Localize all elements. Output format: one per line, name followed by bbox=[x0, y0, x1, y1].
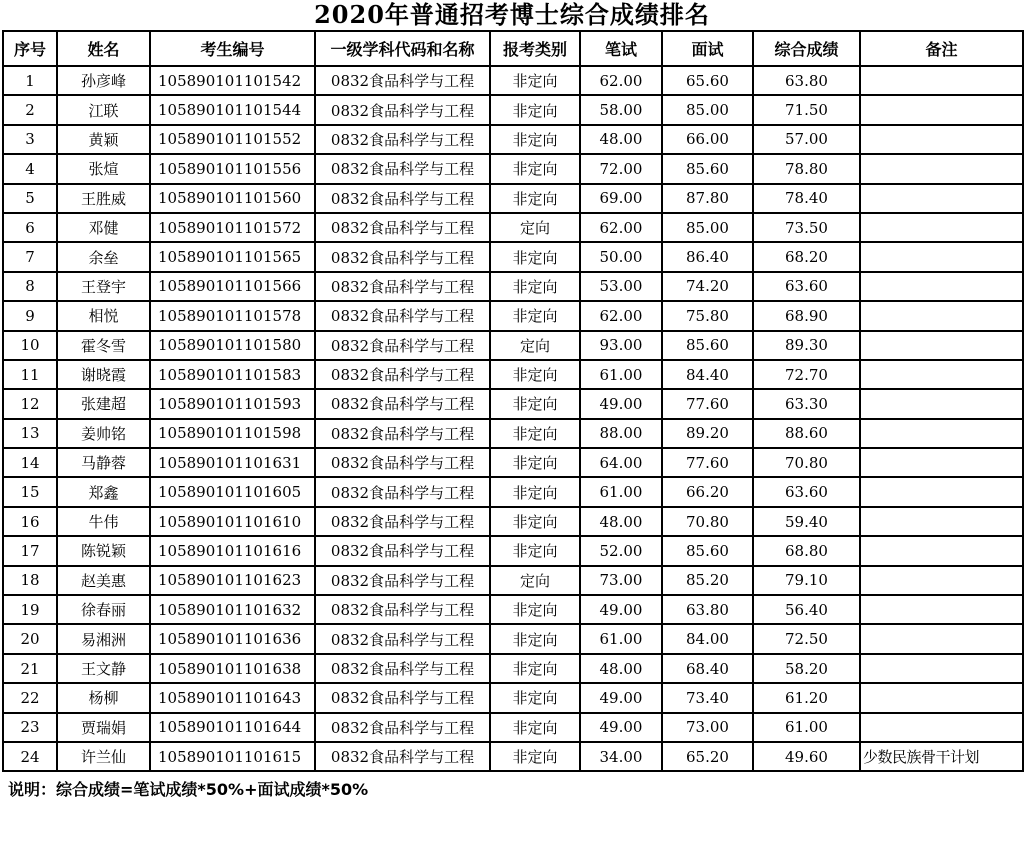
cell-rank: 23 bbox=[3, 713, 57, 742]
cell-category: 非定向 bbox=[490, 184, 580, 213]
table-row bbox=[3, 272, 1023, 301]
table-row bbox=[3, 683, 1023, 712]
cell-discipline: 0832食品科学与工程 bbox=[315, 742, 490, 771]
cell-composite: 78.40 bbox=[753, 184, 860, 213]
cell-composite: 58.20 bbox=[753, 654, 860, 683]
cell-written-test: 72.00 bbox=[580, 154, 662, 183]
col-header-candidate-id: 考生编号 bbox=[150, 31, 315, 66]
table-row bbox=[3, 595, 1023, 624]
cell-rank: 16 bbox=[3, 507, 57, 536]
cell-name: 马静蓉 bbox=[57, 448, 150, 477]
cell-remarks bbox=[860, 125, 1023, 154]
cell-candidate-id: 105890101101616 bbox=[150, 536, 315, 565]
cell-remarks bbox=[860, 713, 1023, 742]
col-header-interview: 面试 bbox=[662, 31, 753, 66]
cell-written-test: 93.00 bbox=[580, 331, 662, 360]
cell-interview: 73.40 bbox=[662, 683, 753, 712]
table-row bbox=[3, 624, 1023, 653]
cell-discipline: 0832食品科学与工程 bbox=[315, 624, 490, 653]
cell-discipline: 0832食品科学与工程 bbox=[315, 477, 490, 506]
table-body bbox=[3, 66, 1023, 771]
cell-category: 非定向 bbox=[490, 125, 580, 154]
cell-category: 非定向 bbox=[490, 66, 580, 95]
table-row bbox=[3, 213, 1023, 242]
cell-candidate-id: 105890101101580 bbox=[150, 331, 315, 360]
cell-discipline: 0832食品科学与工程 bbox=[315, 154, 490, 183]
cell-category: 非定向 bbox=[490, 242, 580, 271]
cell-candidate-id: 105890101101623 bbox=[150, 566, 315, 595]
cell-candidate-id: 105890101101638 bbox=[150, 654, 315, 683]
cell-written-test: 69.00 bbox=[580, 184, 662, 213]
cell-name: 贾瑞娟 bbox=[57, 713, 150, 742]
cell-composite: 63.60 bbox=[753, 272, 860, 301]
cell-name: 王胜威 bbox=[57, 184, 150, 213]
cell-rank: 6 bbox=[3, 213, 57, 242]
table-row bbox=[3, 125, 1023, 154]
cell-remarks bbox=[860, 683, 1023, 712]
cell-name: 江联 bbox=[57, 95, 150, 124]
cell-discipline: 0832食品科学与工程 bbox=[315, 507, 490, 536]
table-row bbox=[3, 242, 1023, 271]
cell-remarks bbox=[860, 331, 1023, 360]
cell-rank: 17 bbox=[3, 536, 57, 565]
cell-interview: 85.20 bbox=[662, 566, 753, 595]
cell-discipline: 0832食品科学与工程 bbox=[315, 272, 490, 301]
cell-name: 王文静 bbox=[57, 654, 150, 683]
cell-rank: 8 bbox=[3, 272, 57, 301]
cell-remarks bbox=[860, 184, 1023, 213]
cell-written-test: 61.00 bbox=[580, 360, 662, 389]
cell-written-test: 50.00 bbox=[580, 242, 662, 271]
cell-rank: 24 bbox=[3, 742, 57, 771]
cell-interview: 85.60 bbox=[662, 154, 753, 183]
cell-discipline: 0832食品科学与工程 bbox=[315, 213, 490, 242]
cell-category: 非定向 bbox=[490, 683, 580, 712]
cell-name: 黄颖 bbox=[57, 125, 150, 154]
table-row bbox=[3, 477, 1023, 506]
table-row bbox=[3, 66, 1023, 95]
cell-name: 相悦 bbox=[57, 301, 150, 330]
cell-composite: 89.30 bbox=[753, 331, 860, 360]
cell-interview: 74.20 bbox=[662, 272, 753, 301]
cell-written-test: 34.00 bbox=[580, 742, 662, 771]
cell-discipline: 0832食品科学与工程 bbox=[315, 419, 490, 448]
cell-remarks bbox=[860, 419, 1023, 448]
cell-composite: 56.40 bbox=[753, 595, 860, 624]
cell-written-test: 62.00 bbox=[580, 66, 662, 95]
cell-candidate-id: 105890101101632 bbox=[150, 595, 315, 624]
cell-name: 张建超 bbox=[57, 389, 150, 418]
cell-candidate-id: 105890101101556 bbox=[150, 154, 315, 183]
cell-candidate-id: 105890101101542 bbox=[150, 66, 315, 95]
cell-discipline: 0832食品科学与工程 bbox=[315, 95, 490, 124]
cell-composite: 61.00 bbox=[753, 713, 860, 742]
cell-discipline: 0832食品科学与工程 bbox=[315, 389, 490, 418]
cell-rank: 22 bbox=[3, 683, 57, 712]
cell-remarks bbox=[860, 624, 1023, 653]
cell-written-test: 64.00 bbox=[580, 448, 662, 477]
cell-candidate-id: 105890101101643 bbox=[150, 683, 315, 712]
cell-candidate-id: 105890101101560 bbox=[150, 184, 315, 213]
cell-composite: 88.60 bbox=[753, 419, 860, 448]
cell-category: 非定向 bbox=[490, 448, 580, 477]
table-row bbox=[3, 419, 1023, 448]
cell-candidate-id: 105890101101605 bbox=[150, 477, 315, 506]
cell-discipline: 0832食品科学与工程 bbox=[315, 595, 490, 624]
cell-interview: 85.60 bbox=[662, 536, 753, 565]
col-header-remarks: 备注 bbox=[860, 31, 1023, 66]
table-row bbox=[3, 301, 1023, 330]
cell-discipline: 0832食品科学与工程 bbox=[315, 125, 490, 154]
cell-candidate-id: 105890101101610 bbox=[150, 507, 315, 536]
table-row bbox=[3, 536, 1023, 565]
cell-composite: 68.90 bbox=[753, 301, 860, 330]
cell-rank: 4 bbox=[3, 154, 57, 183]
cell-composite: 57.00 bbox=[753, 125, 860, 154]
cell-written-test: 48.00 bbox=[580, 507, 662, 536]
cell-written-test: 61.00 bbox=[580, 477, 662, 506]
cell-interview: 85.00 bbox=[662, 213, 753, 242]
cell-written-test: 49.00 bbox=[580, 595, 662, 624]
cell-rank: 18 bbox=[3, 566, 57, 595]
cell-remarks bbox=[860, 389, 1023, 418]
cell-rank: 15 bbox=[3, 477, 57, 506]
cell-category: 非定向 bbox=[490, 419, 580, 448]
cell-name: 张煊 bbox=[57, 154, 150, 183]
cell-discipline: 0832食品科学与工程 bbox=[315, 184, 490, 213]
cell-name: 徐春丽 bbox=[57, 595, 150, 624]
cell-interview: 68.40 bbox=[662, 654, 753, 683]
cell-rank: 20 bbox=[3, 624, 57, 653]
col-header-composite: 综合成绩 bbox=[753, 31, 860, 66]
cell-interview: 65.20 bbox=[662, 742, 753, 771]
cell-remarks bbox=[860, 95, 1023, 124]
cell-category: 定向 bbox=[490, 331, 580, 360]
cell-remarks bbox=[860, 654, 1023, 683]
cell-written-test: 48.00 bbox=[580, 654, 662, 683]
cell-discipline: 0832食品科学与工程 bbox=[315, 301, 490, 330]
cell-written-test: 48.00 bbox=[580, 125, 662, 154]
cell-candidate-id: 105890101101578 bbox=[150, 301, 315, 330]
cell-remarks bbox=[860, 595, 1023, 624]
cell-name: 牛伟 bbox=[57, 507, 150, 536]
cell-name: 郑鑫 bbox=[57, 477, 150, 506]
cell-composite: 59.40 bbox=[753, 507, 860, 536]
cell-written-test: 49.00 bbox=[580, 683, 662, 712]
cell-composite: 63.80 bbox=[753, 66, 860, 95]
cell-candidate-id: 105890101101552 bbox=[150, 125, 315, 154]
cell-discipline: 0832食品科学与工程 bbox=[315, 242, 490, 271]
cell-rank: 21 bbox=[3, 654, 57, 683]
cell-category: 非定向 bbox=[490, 654, 580, 683]
cell-composite: 61.20 bbox=[753, 683, 860, 712]
cell-interview: 66.00 bbox=[662, 125, 753, 154]
cell-name: 易湘洲 bbox=[57, 624, 150, 653]
col-header-written-test: 笔试 bbox=[580, 31, 662, 66]
cell-candidate-id: 105890101101631 bbox=[150, 448, 315, 477]
cell-category: 非定向 bbox=[490, 477, 580, 506]
cell-written-test: 49.00 bbox=[580, 389, 662, 418]
cell-interview: 86.40 bbox=[662, 242, 753, 271]
col-header-discipline: 一级学科代码和名称 bbox=[315, 31, 490, 66]
table-row bbox=[3, 507, 1023, 536]
table-row bbox=[3, 654, 1023, 683]
cell-category: 非定向 bbox=[490, 536, 580, 565]
cell-written-test: 62.00 bbox=[580, 213, 662, 242]
cell-name: 杨柳 bbox=[57, 683, 150, 712]
cell-interview: 66.20 bbox=[662, 477, 753, 506]
cell-composite: 71.50 bbox=[753, 95, 860, 124]
table-row bbox=[3, 566, 1023, 595]
cell-composite: 72.50 bbox=[753, 624, 860, 653]
cell-candidate-id: 105890101101583 bbox=[150, 360, 315, 389]
cell-category: 非定向 bbox=[490, 389, 580, 418]
cell-interview: 75.80 bbox=[662, 301, 753, 330]
table-row bbox=[3, 95, 1023, 124]
cell-category: 非定向 bbox=[490, 154, 580, 183]
cell-composite: 78.80 bbox=[753, 154, 860, 183]
cell-category: 定向 bbox=[490, 566, 580, 595]
col-header-rank: 序号 bbox=[3, 31, 57, 66]
cell-discipline: 0832食品科学与工程 bbox=[315, 360, 490, 389]
cell-category: 非定向 bbox=[490, 272, 580, 301]
cell-name: 陈锐颖 bbox=[57, 536, 150, 565]
table-row bbox=[3, 742, 1023, 771]
cell-remarks bbox=[860, 477, 1023, 506]
cell-remarks bbox=[860, 213, 1023, 242]
cell-name: 王登宇 bbox=[57, 272, 150, 301]
table-row bbox=[3, 184, 1023, 213]
cell-composite: 70.80 bbox=[753, 448, 860, 477]
cell-discipline: 0832食品科学与工程 bbox=[315, 713, 490, 742]
cell-interview: 87.80 bbox=[662, 184, 753, 213]
cell-remarks bbox=[860, 566, 1023, 595]
cell-name: 霍冬雪 bbox=[57, 331, 150, 360]
col-header-category: 报考类别 bbox=[490, 31, 580, 66]
cell-rank: 5 bbox=[3, 184, 57, 213]
cell-discipline: 0832食品科学与工程 bbox=[315, 683, 490, 712]
cell-discipline: 0832食品科学与工程 bbox=[315, 536, 490, 565]
col-header-name: 姓名 bbox=[57, 31, 150, 66]
cell-remarks bbox=[860, 66, 1023, 95]
cell-remarks bbox=[860, 507, 1023, 536]
cell-category: 定向 bbox=[490, 213, 580, 242]
formula-note: 说明：综合成绩=笔试成绩*50%+面试成绩*50% bbox=[8, 780, 369, 800]
cell-candidate-id: 105890101101566 bbox=[150, 272, 315, 301]
cell-remarks bbox=[860, 301, 1023, 330]
cell-composite: 68.20 bbox=[753, 242, 860, 271]
table-row bbox=[3, 448, 1023, 477]
cell-composite: 49.60 bbox=[753, 742, 860, 771]
cell-interview: 70.80 bbox=[662, 507, 753, 536]
cell-candidate-id: 105890101101636 bbox=[150, 624, 315, 653]
cell-candidate-id: 105890101101598 bbox=[150, 419, 315, 448]
cell-written-test: 61.00 bbox=[580, 624, 662, 653]
cell-composite: 63.30 bbox=[753, 389, 860, 418]
cell-candidate-id: 105890101101572 bbox=[150, 213, 315, 242]
cell-discipline: 0832食品科学与工程 bbox=[315, 448, 490, 477]
table-header-row bbox=[3, 31, 1023, 66]
cell-candidate-id: 105890101101615 bbox=[150, 742, 315, 771]
cell-category: 非定向 bbox=[490, 713, 580, 742]
cell-rank: 9 bbox=[3, 301, 57, 330]
score-table bbox=[2, 30, 1024, 772]
cell-candidate-id: 105890101101593 bbox=[150, 389, 315, 418]
cell-category: 非定向 bbox=[490, 95, 580, 124]
cell-rank: 3 bbox=[3, 125, 57, 154]
cell-name: 姜帅铭 bbox=[57, 419, 150, 448]
cell-rank: 14 bbox=[3, 448, 57, 477]
cell-discipline: 0832食品科学与工程 bbox=[315, 66, 490, 95]
cell-remarks: 少数民族骨干计划 bbox=[860, 742, 1023, 771]
cell-interview: 85.60 bbox=[662, 331, 753, 360]
cell-category: 非定向 bbox=[490, 595, 580, 624]
cell-remarks bbox=[860, 242, 1023, 271]
cell-name: 余垒 bbox=[57, 242, 150, 271]
cell-interview: 65.60 bbox=[662, 66, 753, 95]
cell-candidate-id: 105890101101565 bbox=[150, 242, 315, 271]
cell-interview: 73.00 bbox=[662, 713, 753, 742]
cell-remarks bbox=[860, 360, 1023, 389]
cell-composite: 79.10 bbox=[753, 566, 860, 595]
cell-interview: 85.00 bbox=[662, 95, 753, 124]
cell-candidate-id: 105890101101644 bbox=[150, 713, 315, 742]
cell-written-test: 58.00 bbox=[580, 95, 662, 124]
cell-composite: 68.80 bbox=[753, 536, 860, 565]
cell-remarks bbox=[860, 272, 1023, 301]
cell-interview: 84.40 bbox=[662, 360, 753, 389]
cell-category: 非定向 bbox=[490, 301, 580, 330]
cell-written-test: 49.00 bbox=[580, 713, 662, 742]
cell-rank: 1 bbox=[3, 66, 57, 95]
cell-interview: 84.00 bbox=[662, 624, 753, 653]
cell-written-test: 53.00 bbox=[580, 272, 662, 301]
cell-rank: 10 bbox=[3, 331, 57, 360]
table-row bbox=[3, 331, 1023, 360]
cell-discipline: 0832食品科学与工程 bbox=[315, 331, 490, 360]
table-row bbox=[3, 360, 1023, 389]
cell-rank: 7 bbox=[3, 242, 57, 271]
cell-category: 非定向 bbox=[490, 624, 580, 653]
cell-category: 非定向 bbox=[490, 742, 580, 771]
table-row bbox=[3, 389, 1023, 418]
cell-rank: 19 bbox=[3, 595, 57, 624]
cell-discipline: 0832食品科学与工程 bbox=[315, 654, 490, 683]
cell-rank: 11 bbox=[3, 360, 57, 389]
cell-written-test: 88.00 bbox=[580, 419, 662, 448]
cell-rank: 2 bbox=[3, 95, 57, 124]
cell-written-test: 62.00 bbox=[580, 301, 662, 330]
page-title: 2020年普通招考博士综合成绩排名 bbox=[314, 0, 710, 29]
cell-interview: 77.60 bbox=[662, 448, 753, 477]
cell-discipline: 0832食品科学与工程 bbox=[315, 566, 490, 595]
cell-name: 许兰仙 bbox=[57, 742, 150, 771]
cell-remarks bbox=[860, 154, 1023, 183]
cell-written-test: 52.00 bbox=[580, 536, 662, 565]
cell-category: 非定向 bbox=[490, 360, 580, 389]
cell-category: 非定向 bbox=[490, 507, 580, 536]
cell-name: 谢晓霞 bbox=[57, 360, 150, 389]
cell-composite: 63.60 bbox=[753, 477, 860, 506]
cell-composite: 73.50 bbox=[753, 213, 860, 242]
cell-written-test: 73.00 bbox=[580, 566, 662, 595]
cell-composite: 72.70 bbox=[753, 360, 860, 389]
table-row bbox=[3, 154, 1023, 183]
table-row bbox=[3, 713, 1023, 742]
cell-name: 孙彦峰 bbox=[57, 66, 150, 95]
cell-rank: 13 bbox=[3, 419, 57, 448]
cell-candidate-id: 105890101101544 bbox=[150, 95, 315, 124]
cell-remarks bbox=[860, 448, 1023, 477]
cell-rank: 12 bbox=[3, 389, 57, 418]
cell-remarks bbox=[860, 536, 1023, 565]
cell-interview: 63.80 bbox=[662, 595, 753, 624]
cell-name: 赵美惠 bbox=[57, 566, 150, 595]
cell-interview: 89.20 bbox=[662, 419, 753, 448]
cell-interview: 77.60 bbox=[662, 389, 753, 418]
cell-name: 邓健 bbox=[57, 213, 150, 242]
